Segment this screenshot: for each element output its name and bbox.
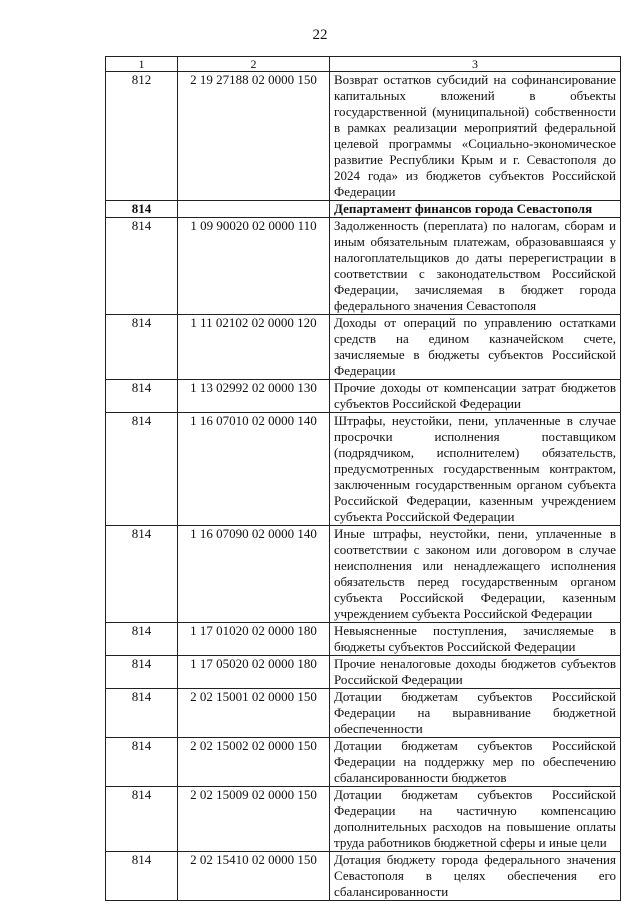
admin-code-cell: 814 <box>106 738 178 787</box>
description-cell: Возврат остатков субсидий на софинансирование капитальных вложений в объекты государственной (муниципальной) собственности в рамках реализации мероприятий федеральной целевой программы «Социально-экономическое развитие Республики Крым и г. Севастополя до 2024 года» из бюджетов субъектов Российской Федерации <box>330 72 621 201</box>
admin-code-cell: 814 <box>106 852 178 901</box>
description-cell: Прочие доходы от компенсации затрат бюджетов субъектов Российской Федерации <box>330 380 621 413</box>
admin-code-cell: 814 <box>106 315 178 380</box>
admin-code-cell: 814 <box>106 656 178 689</box>
budget-code-cell: 1 09 90020 02 0000 110 <box>178 218 330 315</box>
department-name-cell: Департамент финансов города Севастополя <box>330 201 621 218</box>
table-body <box>106 72 621 901</box>
description-cell: Прочие неналоговые доходы бюджетов субъектов Российской Федерации <box>330 656 621 689</box>
admin-code-cell: 814 <box>106 689 178 738</box>
header-col-1: 1 <box>106 57 178 72</box>
budget-code-cell: 2 02 15001 02 0000 150 <box>178 689 330 738</box>
table-row <box>106 380 621 413</box>
description-cell: Доходы от операций по управлению остатками средств на едином казначейском счете, зачисляемые в бюджеты субъектов Российской Федерации <box>330 315 621 380</box>
table-row <box>106 413 621 526</box>
table-row <box>106 526 621 623</box>
admin-code-cell: 814 <box>106 526 178 623</box>
budget-code-cell: 1 16 07090 02 0000 140 <box>178 526 330 623</box>
budget-code-cell: 2 02 15009 02 0000 150 <box>178 787 330 852</box>
budget-code-cell: 2 02 15002 02 0000 150 <box>178 738 330 787</box>
table-row <box>106 315 621 380</box>
header-col-3: 3 <box>330 57 621 72</box>
budget-code-cell: 1 17 05020 02 0000 180 <box>178 656 330 689</box>
description-cell: Штрафы, неустойки, пени, уплаченные в случае просрочки исполнения поставщиком (подрядчиком, исполнителем) обязательств, предусмотренных государственным контрактом, заключенным государственным органом субъекта Российской Федерации, казенным учреждением субъекта Российской Федерации <box>330 413 621 526</box>
department-row <box>106 201 621 218</box>
table-row <box>106 852 621 901</box>
description-cell: Иные штрафы, неустойки, пени, уплаченные в соответствии с законом или договором в случае неисполнения или ненадлежащего исполнения обязательств перед государственным органом субъекта Российской Федерации, казенным учреждением субъекта Российской Федерации <box>330 526 621 623</box>
budget-code-cell <box>178 201 330 218</box>
admin-code-cell: 814 <box>106 201 178 218</box>
header-row <box>106 57 621 72</box>
description-cell: Дотации бюджетам субъектов Российской Федерации на частичную компенсацию дополнительных расходов на повышение оплаты труда работников бюджетной сферы и иные цели <box>330 787 621 852</box>
description-cell: Задолженность (переплата) по налогам, сборам и иным обязательным платежам, образовавшаяся у налогоплательщиков до даты перерегистрации в соответствии с законодательством Российской Федерации, зачисляемая в бюджет города федерального значения Севастополя <box>330 218 621 315</box>
table-header <box>106 57 621 72</box>
admin-code-cell: 812 <box>106 72 178 201</box>
admin-code-cell: 814 <box>106 623 178 656</box>
description-cell: Дотации бюджетам субъектов Российской Федерации на поддержку мер по обеспечению сбалансированности бюджетов <box>330 738 621 787</box>
budget-code-cell: 2 02 15410 02 0000 150 <box>178 852 330 901</box>
table-row <box>106 72 621 201</box>
admin-code-cell: 814 <box>106 218 178 315</box>
budget-revenue-table <box>105 56 621 901</box>
budget-code-cell: 1 17 01020 02 0000 180 <box>178 623 330 656</box>
admin-code-cell: 814 <box>106 413 178 526</box>
description-cell: Невыясненные поступления, зачисляемые в бюджеты субъектов Российской Федерации <box>330 623 621 656</box>
budget-code-cell: 1 13 02992 02 0000 130 <box>178 380 330 413</box>
budget-code-cell: 1 11 02102 02 0000 120 <box>178 315 330 380</box>
description-cell: Дотация бюджету города федерального значения Севастополя в целях обеспечения его сбалансированности <box>330 852 621 901</box>
table-row <box>106 218 621 315</box>
budget-code-cell: 1 16 07010 02 0000 140 <box>178 413 330 526</box>
table-row <box>106 623 621 656</box>
budget-code-cell: 2 19 27188 02 0000 150 <box>178 72 330 201</box>
table-row <box>106 738 621 787</box>
admin-code-cell: 814 <box>106 380 178 413</box>
description-cell: Дотации бюджетам субъектов Российской Федерации на выравнивание бюджетной обеспеченности <box>330 689 621 738</box>
table-row <box>106 787 621 852</box>
admin-code-cell: 814 <box>106 787 178 852</box>
page-number: 22 <box>312 27 328 43</box>
table-row <box>106 689 621 738</box>
header-col-2: 2 <box>178 57 330 72</box>
table-row <box>106 656 621 689</box>
